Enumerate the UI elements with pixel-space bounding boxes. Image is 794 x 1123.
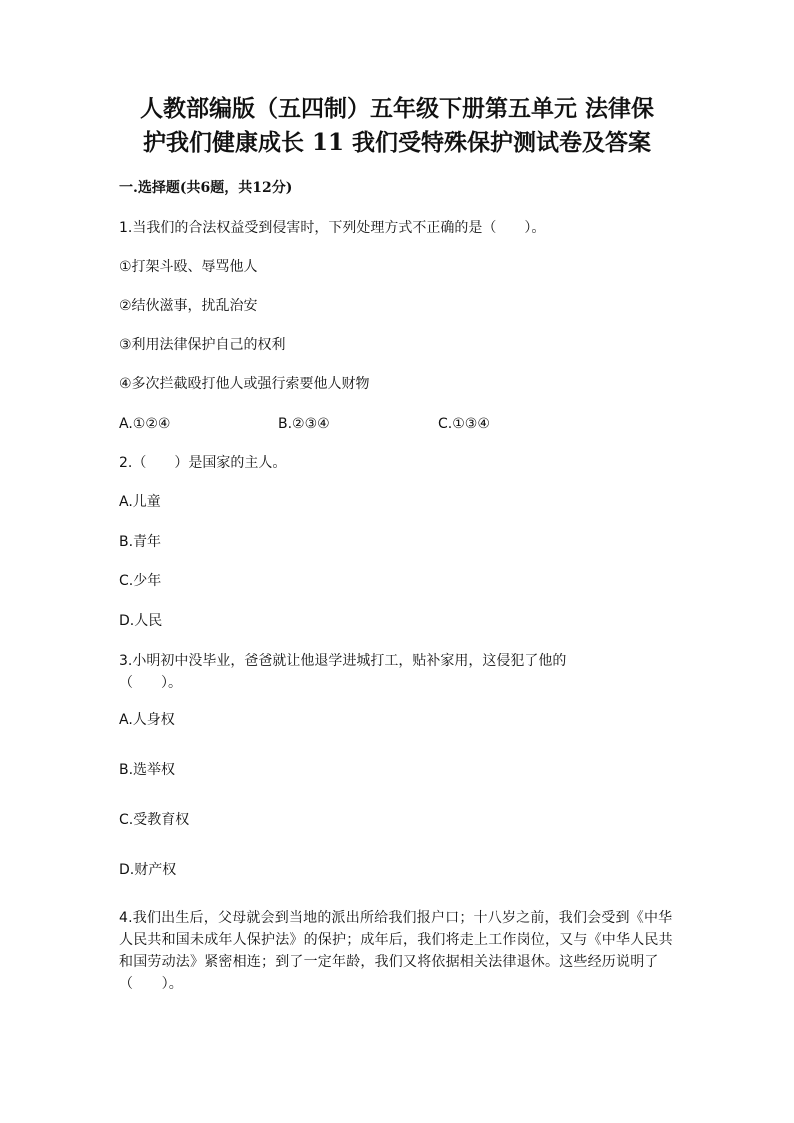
- question-2-option-b[interactable]: B.青年: [119, 534, 162, 550]
- question-1-option-c[interactable]: C.①③④: [438, 416, 490, 432]
- question-3-option-b[interactable]: B.选举权: [119, 762, 176, 778]
- question-1-option-b[interactable]: B.②③④: [278, 416, 330, 432]
- question-3-option-d[interactable]: D.财产权: [119, 862, 177, 878]
- page-title: [100, 92, 694, 160]
- question-1-item: ③利用法律保护自己的权利: [119, 337, 286, 353]
- question-4-stem: 4.我们出生后，父母就会到当地的派出所给我们报户口；十八岁之前，我们会受到《中华人民共和国未成年人保护法》的保护；成年后，我们将走上工作岗位，又与《中华人民共和国劳动法》紧密相连；到了一定年龄，我们又将依据相关法律退休。这些经历说明了（ ）。: [119, 910, 673, 992]
- question-1-stem: 1.当我们的合法权益受到侵害时，下列处理方式不正确的是（ ）。: [119, 220, 546, 236]
- question-1-item: ②结伙滋事，扰乱治安: [119, 298, 258, 314]
- question-1-item: ④多次拦截殴打他人或强行索要他人财物: [119, 376, 370, 392]
- question-3-option-c[interactable]: C.受教育权: [119, 812, 190, 828]
- question-1-option-a[interactable]: A.①②④: [119, 416, 171, 432]
- question-3-stem-continued: （ ）。: [119, 675, 182, 691]
- section-heading: 一.选择题(共6题，共12分): [119, 180, 293, 196]
- title-line-1: 人教部编版（五四制）五年级下册第五单元 法律保: [139, 95, 654, 122]
- title-line-2: 护我们健康成长 11 我们受特殊保护测试卷及答案: [142, 129, 652, 156]
- question-1-item: ①打架斗殴、辱骂他人: [119, 259, 258, 275]
- question-2-option-d[interactable]: D.人民: [119, 613, 163, 629]
- question-2-option-a[interactable]: A.儿童: [119, 494, 161, 510]
- question-3-stem: 3.小明初中没毕业，爸爸就让他退学进城打工，贴补家用，这侵犯了他的: [119, 653, 567, 669]
- question-2-stem: 2.（ ）是国家的主人。: [119, 455, 287, 471]
- question-2-option-c[interactable]: C.少年: [119, 573, 162, 589]
- question-3-option-a[interactable]: A.人身权: [119, 712, 175, 728]
